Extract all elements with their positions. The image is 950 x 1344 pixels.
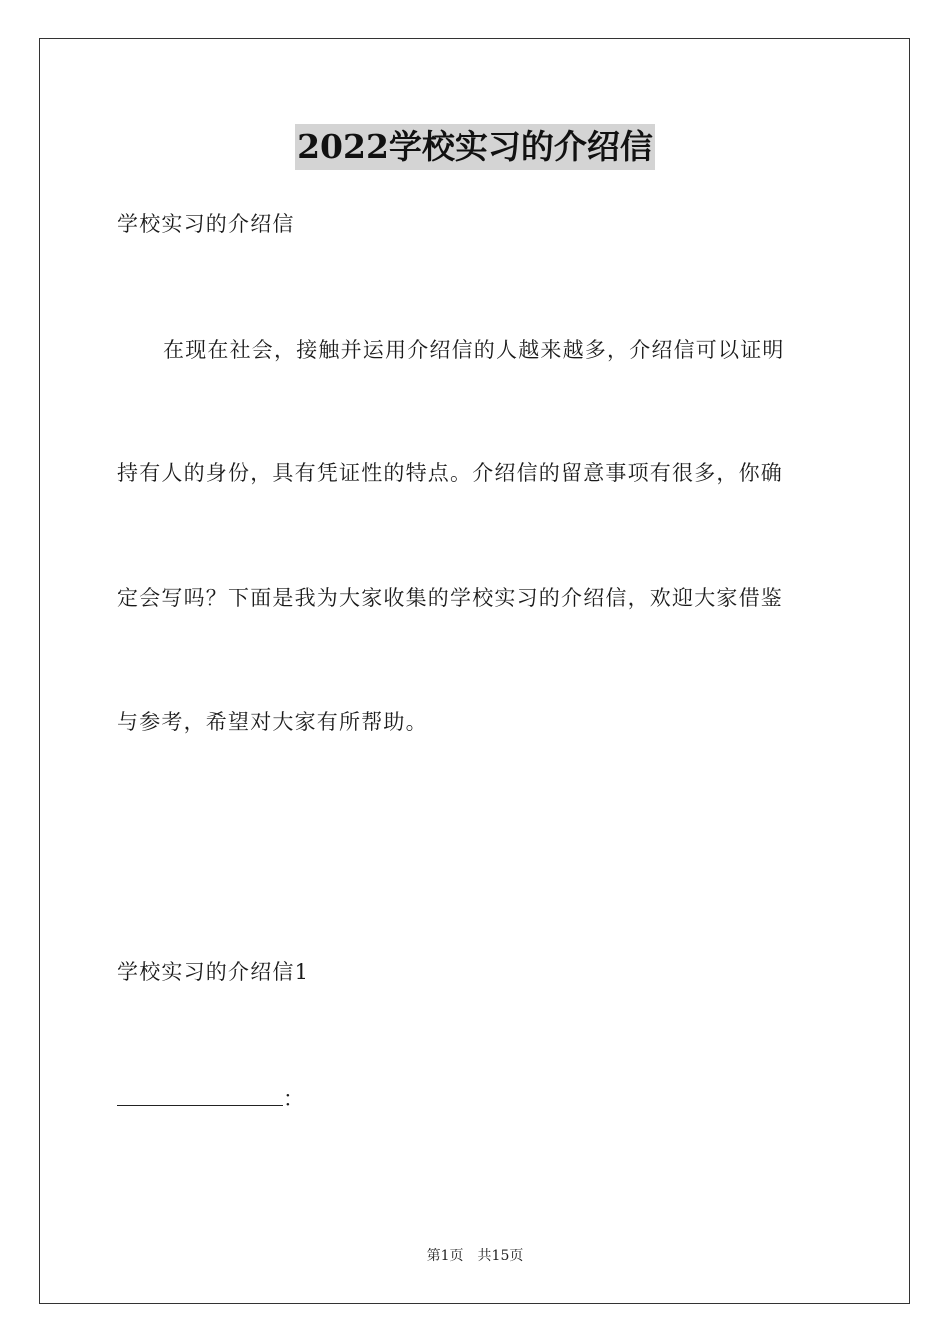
salutation-colon: ： [283, 1087, 304, 1111]
title-container [0, 124, 950, 170]
document-title: 2022学校实习的介绍信 [295, 124, 655, 170]
document-subtitle: 学校实习的介绍信 [117, 212, 295, 236]
intro-line-2: 持有人的身份，具有凭证性的特点。介绍信的留意事项有很多，你确 [117, 461, 783, 485]
intro-line-3: 定会写吗？下面是我为大家收集的学校实习的介绍信，欢迎大家借鉴 [117, 586, 783, 610]
recipient-blank [117, 1089, 283, 1106]
intro-line-4: 与参考，希望对大家有所帮助。 [117, 710, 428, 734]
section-heading: 学校实习的介绍信1 [117, 960, 310, 984]
page-footer [0, 1246, 950, 1266]
intro-line-1: 在现在社会，接触并运用介绍信的人越来越多，介绍信可以证明 [163, 338, 785, 362]
total-pages: 共15页 [477, 1248, 524, 1264]
page-number: 第1页 [426, 1248, 464, 1264]
